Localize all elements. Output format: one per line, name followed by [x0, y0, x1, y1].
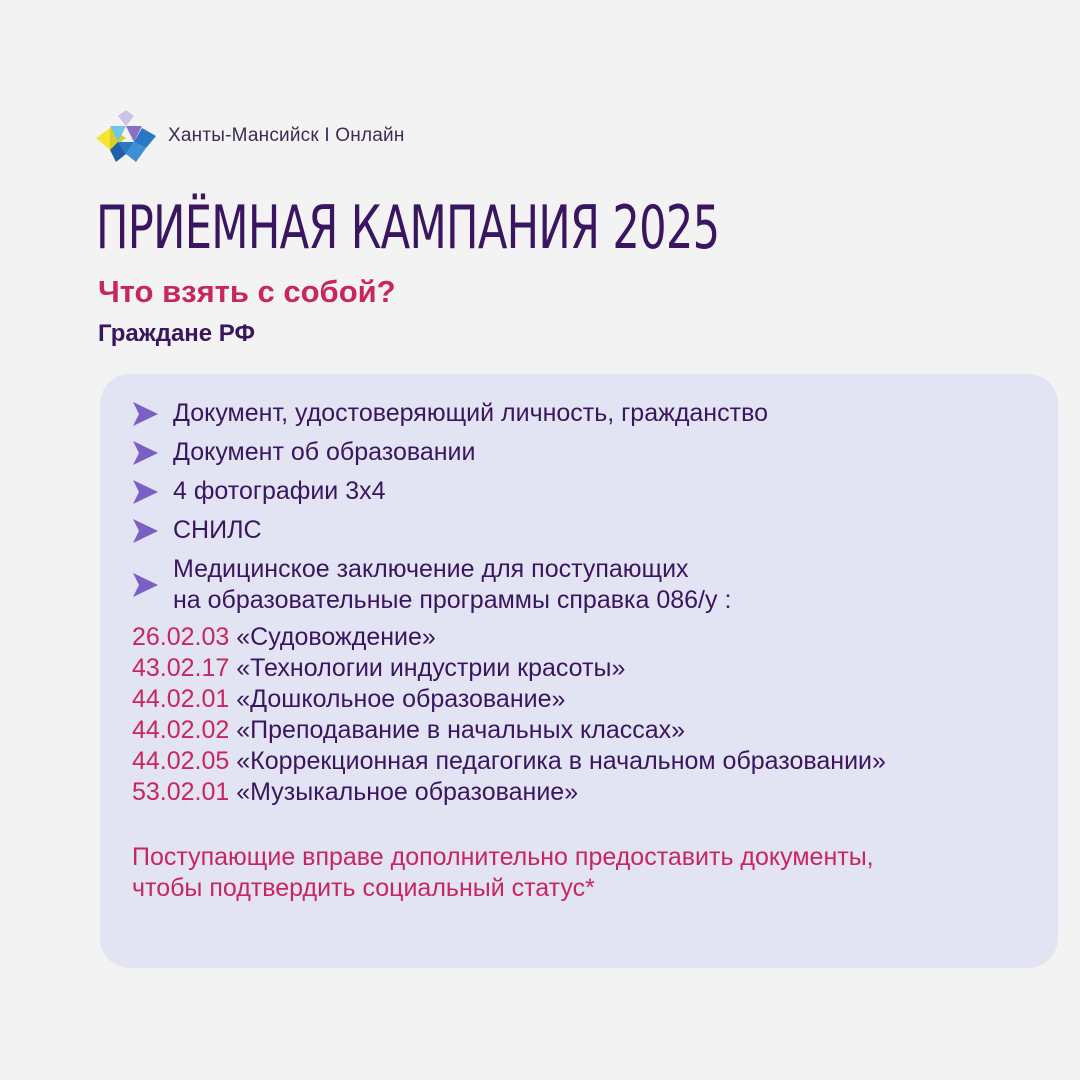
- program-row: [132, 746, 886, 777]
- program-name: «Преподавание в начальных классах»: [236, 716, 686, 744]
- arrow-bullet-icon: [130, 399, 160, 429]
- documents-list: [130, 394, 768, 616]
- arrow-bullet-icon: [130, 570, 160, 600]
- arrow-bullet-icon: [130, 438, 160, 468]
- document-text: Документ об образовании: [173, 438, 476, 466]
- list-item: [130, 550, 768, 616]
- program-name: «Музыкальное образование»: [236, 778, 579, 806]
- program-name: «Технологии индустрии красоты»: [236, 654, 626, 682]
- program-name: «Коррекционная педагогика в начальном образовании»: [236, 747, 886, 775]
- program-code: 43.02.17: [132, 654, 230, 682]
- document-text: Документ, удостоверяющий личность, гражданство: [173, 399, 768, 427]
- program-name: «Судовождение»: [236, 623, 436, 651]
- program-code: 44.02.02: [132, 716, 230, 744]
- page-subtitle: Что взять с собой?: [98, 274, 396, 309]
- social-status-note: Поступающие вправе дополнительно предоставить документы, чтобы подтвердить социальный статус*: [132, 843, 874, 902]
- program-code: 26.02.03: [132, 623, 230, 651]
- programs-list: [132, 622, 886, 808]
- list-item: [130, 511, 768, 550]
- program-row: [132, 715, 886, 746]
- brand: [96, 108, 405, 164]
- brand-name: Ханты-Мансийск I Онлайн: [168, 125, 405, 146]
- page-title: ПРИЁМНАЯ КАМПАНИЯ 2025: [96, 193, 720, 263]
- hm-online-logo-icon: [96, 108, 156, 164]
- program-code: 53.02.01: [132, 778, 230, 806]
- list-item: [130, 472, 768, 511]
- program-row: [132, 653, 886, 684]
- document-text: СНИЛС: [173, 516, 262, 544]
- arrow-bullet-icon: [130, 516, 160, 546]
- list-item: [130, 433, 768, 472]
- group-label: Граждане РФ: [98, 320, 255, 347]
- program-row: [132, 777, 886, 808]
- program-code: 44.02.01: [132, 685, 230, 713]
- program-row: [132, 684, 886, 715]
- arrow-bullet-icon: [130, 477, 160, 507]
- program-name: «Дошкольное образование»: [236, 685, 566, 713]
- document-text: Медицинское заключение для поступающих на образовательные программы справка 086/у :: [173, 555, 732, 614]
- program-row: [132, 622, 886, 653]
- document-text: 4 фотографии 3х4: [173, 477, 386, 505]
- list-item: [130, 394, 768, 433]
- documents-card: [100, 374, 1058, 968]
- program-code: 44.02.05: [132, 747, 230, 775]
